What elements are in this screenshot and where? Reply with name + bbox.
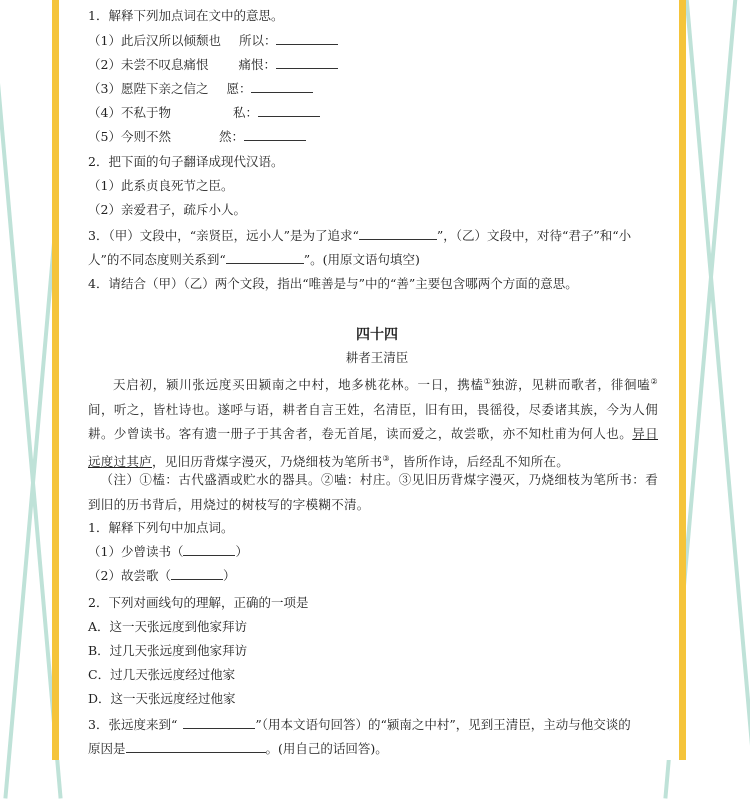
section-subtitle: 耕者王清臣: [345, 350, 409, 365]
answer-blank[interactable]: [276, 32, 338, 45]
s1-q1-item-3: [88, 80, 313, 97]
s1-q1-item-4: [88, 104, 320, 121]
answer-blank[interactable]: [359, 227, 437, 240]
s2-q1-item-text: （1）少曾读书（: [88, 544, 184, 559]
footnote-marker: ②: [650, 377, 658, 386]
s1-q1-item-ans: 然：: [218, 129, 244, 144]
answer-blank[interactable]: [183, 716, 255, 729]
answer-blank[interactable]: [183, 543, 235, 556]
section-title: 四十四: [356, 327, 398, 343]
passage-paragraph: [88, 370, 658, 474]
s2-q3-text-b: ”（用本文语句回答）的“颍南之中村”，见到王清臣，主动与他交谈的: [255, 717, 631, 732]
s2-q1-close: ）: [235, 544, 248, 559]
s2-q2-option-b[interactable]: B．过几天张远度到他家拜访: [88, 643, 248, 658]
s1-q1-item-ans: 私：: [232, 105, 258, 120]
passage-text: 天启初，颍川张远度买田颍南之中村，地多桃花林。一日，携榼: [113, 377, 484, 393]
passage-text: ，皆所作诗，后经乱不知所在。: [389, 453, 570, 469]
s1-q1-item-2: [88, 56, 338, 73]
s2-q2-option-c[interactable]: C．过几天张远度经过他家: [88, 667, 236, 682]
answer-blank[interactable]: [244, 128, 306, 141]
s1-q1-item-ans: 所以：: [238, 33, 277, 48]
s1-q1-item-ans: 痛恨：: [238, 57, 276, 72]
s1-q1-item-ans: 愿：: [226, 81, 252, 96]
s1-q3-line-2: [88, 251, 420, 268]
answer-blank[interactable]: [126, 740, 266, 753]
s2-q1-item-1: [88, 543, 248, 560]
s1-q2-title: 2．把下面的句子翻译成现代汉语。: [88, 154, 284, 169]
answer-blank[interactable]: [276, 56, 338, 69]
passage-text: 间，听之，皆杜诗也。遂呼与语，耕者自言王姓，名清臣，旧有田，畏徭役，尽委诸其族，今为人佣耕。少曾读书。客有遗一册子于其舍者，卷无首尾，读而爱之，故尝歌，亦不知杜甫为何人也。: [88, 401, 658, 442]
s2-q1-close: ）: [222, 568, 236, 583]
s2-q3-text-c: 原因是: [88, 741, 126, 756]
s2-q1-item-text: （2）故尝歌（: [88, 568, 171, 583]
answer-blank[interactable]: [251, 80, 313, 93]
s1-q3-text-d: ”。(用原文语句填空): [303, 252, 420, 267]
underlined-sentence: 异日远度过其庐: [88, 426, 658, 469]
s1-q2-item-1: （1）此系贞良死节之臣。: [88, 178, 234, 193]
s2-q1-item-2: [88, 567, 235, 584]
s1-q1-item-text: （1）此后汉所以倾颓也: [88, 33, 221, 48]
s1-q1-item-1: [88, 32, 338, 49]
s2-q3-line-2: [88, 740, 388, 757]
footnote-marker: ①: [483, 377, 492, 386]
answer-blank[interactable]: [171, 567, 223, 580]
s1-q3-line-1: [88, 227, 631, 244]
s2-q2-option-a[interactable]: A．这一天张远度到他家拜访: [88, 619, 248, 634]
s1-q1-item-text: （2）未尝不叹息痛恨: [88, 57, 209, 72]
footnote-marker: ③: [382, 453, 390, 463]
passage-text: ，见旧历背煤字漫灭，乃烧细枝为笔所书: [152, 453, 383, 469]
s2-q3-line-1: [88, 716, 631, 733]
s2-q1-title: 1．解释下列句中加点词。: [88, 520, 234, 535]
answer-blank[interactable]: [226, 251, 304, 264]
s1-q1-item-text: （5）今则不然: [88, 129, 171, 144]
s1-q1-item-5: [88, 128, 306, 145]
answer-blank[interactable]: [258, 104, 320, 117]
s1-q1-item-text: （3）愿陛下亲之信之: [88, 81, 209, 96]
s1-q3-text-b: ”，（乙）文段中，对待“君子”和“小: [436, 228, 632, 243]
s1-q3-text-c: 人”的不同态度则关系到“: [88, 252, 226, 267]
s1-q4: 4．请结合（甲）（乙）两个文段，指出“唯善是与”中的“善”主要包含哪两个方面的意思。: [88, 276, 578, 291]
s2-q2-title: 2．下列对画线句的理解，正确的一项是: [88, 595, 309, 610]
s1-q3-text-a: 3．（甲）文段中，“亲贤臣，远小人”是为了追求“: [88, 228, 359, 243]
s1-q2-item-2: （2）亲爱君子，疏斥小人。: [88, 202, 246, 217]
passage-text: 独游，见耕而歌者，徘徊嗑: [491, 377, 651, 393]
s1-q1-title: 1．解释下列加点词在文中的意思。: [88, 8, 284, 23]
decor-stripe-right-2: [681, 0, 750, 799]
passage-notes: （注）①榼：古代盛酒或贮水的器具。②嗑：村庄。③见旧历背煤字漫灭，乃烧细枝为笔所书：看到旧的历书背后，用烧过的树枝写的字模糊不清。: [88, 472, 658, 512]
s2-q3-text-d: 。(用自己的话回答)。: [265, 741, 388, 756]
s2-q3-text-a: 3．张远度来到“: [88, 717, 178, 732]
s2-q2-option-d[interactable]: D．这一天张远度经过他家: [88, 691, 236, 706]
s1-q1-item-text: （4）不私于物: [88, 105, 171, 120]
